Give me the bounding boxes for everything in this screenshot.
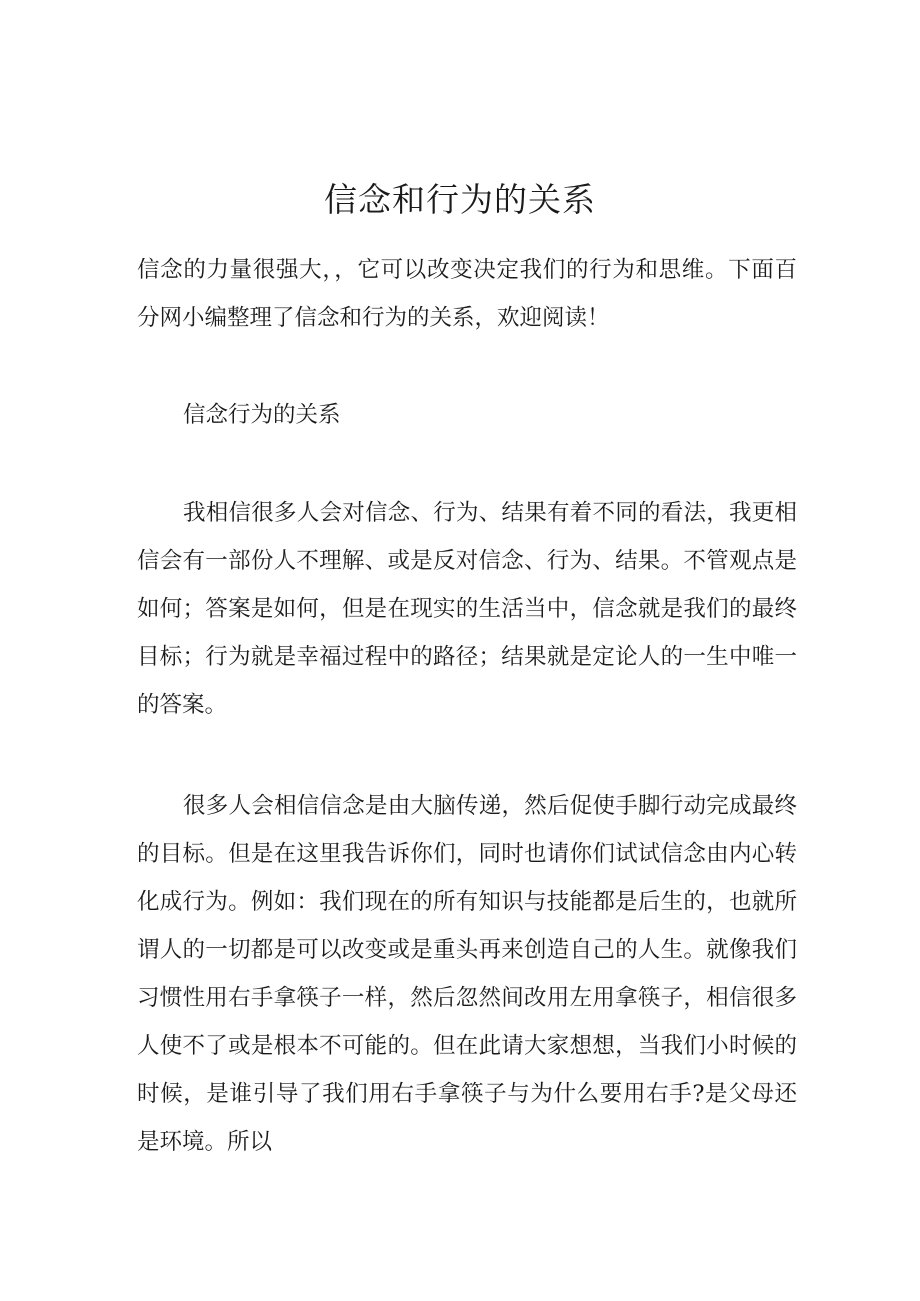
section-heading: 信念行为的关系 [183,402,341,428]
document-title: 信念和行为的关系 [324,180,596,219]
body-paragraph-2: 很多人会相信信念是由大脑传递，然后促使手脚行动完成最终的目标。但是在这里我告诉你们，同时也请你们试试信念由内心转化成行为。例如：我们现在的所有知识与技能都是后生的，也就所谓人的一切都是可以改变或是重头再来创造自己的人生。就像我们习惯性用右手拿筷子一样，然后忽然间改用左用拿筷子，相信很多人使不了或是根本不可能的。但在此请大家想想，当我们小时候的时候，是谁引导了我们用右手拿筷子与为什么要用右手?是父母还是环境。所以 [137,793,797,1155]
intro-paragraph: 信念的力量很强大，，它可以改变决定我们的行为和思维。下面百分网小编整理了信念和行为的关系，欢迎阅读！ [137,257,797,331]
body-paragraph-1: 我相信很多人会对信念、行为、结果有着不同的看法，我更相信会有一部份人不理解、或是反对信念、行为、结果。不管观点是如何；答案是如何，但是在现实的生活当中，信念就是我们的最终目标；行为就是幸福过程中的路径；结果就是定论人的一生中唯一的答案。 [137,500,797,718]
